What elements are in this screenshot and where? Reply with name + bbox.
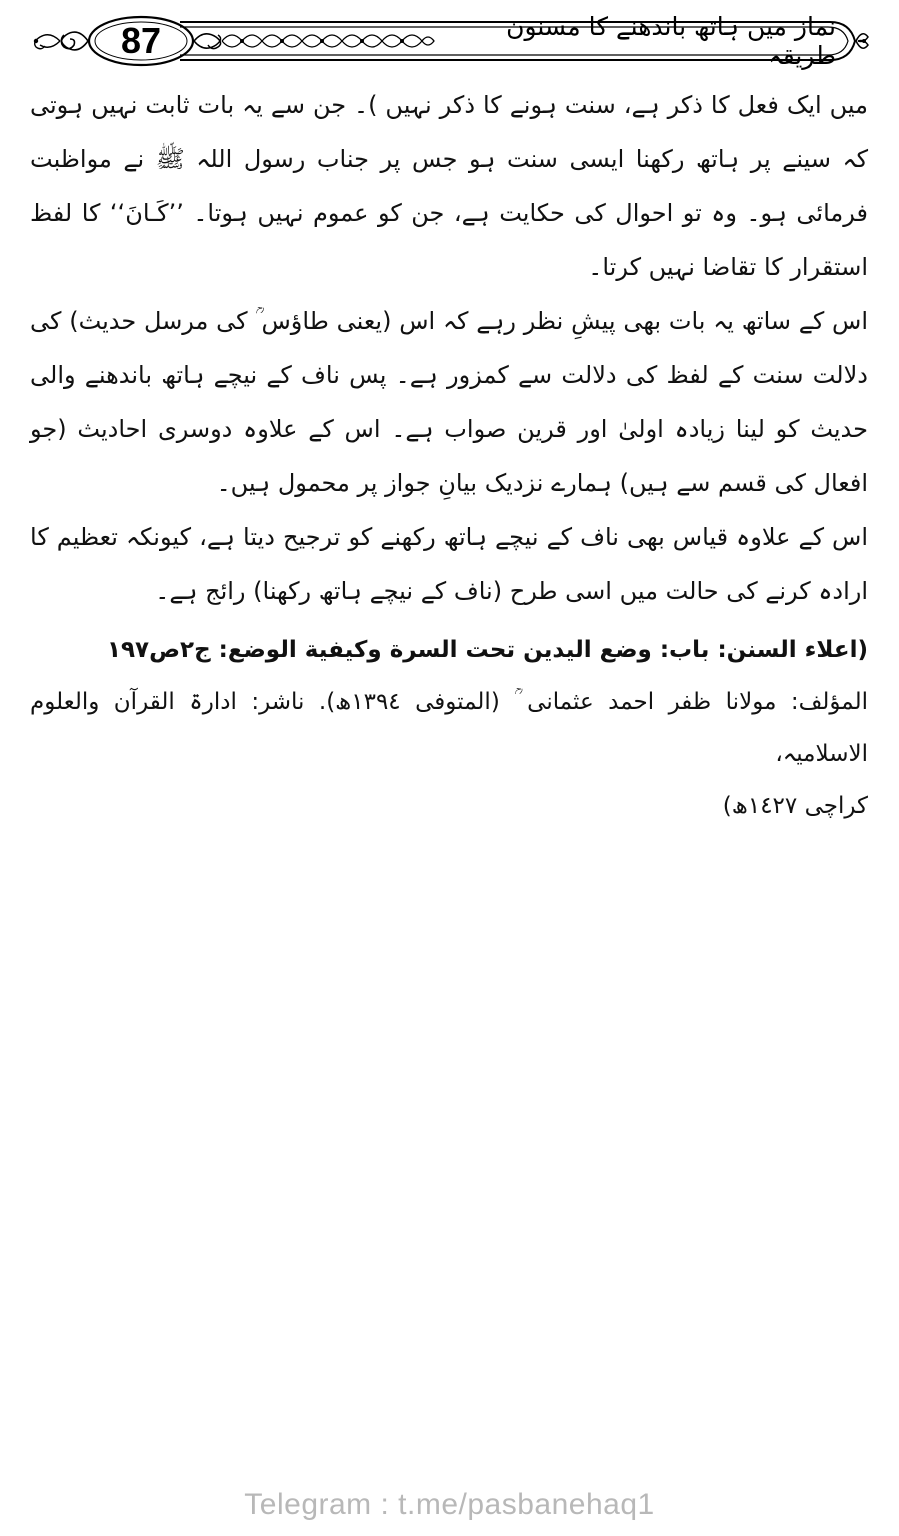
page-body	[30, 78, 868, 832]
reference-author: المؤلف: مولانا ظفر احمد عثمانی ؒ (المتوفی ١٣٩٤ھ). ناشر: ادارۃ القرآن والعلوم الاسلامیہ،	[30, 689, 868, 767]
paragraph-3: اس کے علاوہ قیاس بھی ناف کے نیچے ہاتھ رکھنے کو ترجیح دیتا ہے، کیونکہ تعظیم کا ارادہ کرنے کی حالت میں اسی طرح (ناف کے نیچے ہاتھ رکھنا) رائج ہے۔	[30, 523, 868, 605]
reference-citation	[30, 624, 868, 832]
running-title: نماز میں ہاتھ باندھنے کا مسنون طریقہ	[506, 12, 836, 70]
reference-place: کراچی ١٤٢٧ھ)	[722, 793, 868, 819]
paragraph-2: اس کے ساتھ یہ بات بھی پیشِ نظر رہے کہ اس (یعنی طاؤس ؒ کی مرسل حدیث) کی دلالت سنت کے لفظ کی دلالت سے کمزور ہے۔ پس ناف کے نیچے ہاتھ باندھنے والی حدیث کو لینا زیادہ اولیٰ اور قرین صواب ہے۔ اس کے علاوہ دوسری احادیث (جو افعال کی قسم سے ہیں) ہمارے نزدیک بیانِ جواز پر محمول ہیں۔	[30, 307, 868, 497]
page-number: 87	[120, 20, 162, 61]
paragraph-1: میں ایک فعل کا ذکر ہے، سنت ہونے کا ذکر نہیں )۔ جن سے یہ بات ثابت نہیں ہوتی کہ سینے پر ہاتھ رکھنا ایسی سنت ہو جس پر جناب رسول اللہ ﷺ نے مواظبت فرمائی ہو۔ وہ تو احوال کی حکایت ہے، جن کو عموم نہیں ہوتا۔ ’’کَـانَ‘‘ کا لفظ استقرار کا تقاضا نہیں کرتا۔	[30, 91, 868, 281]
reference-arabic: (اعلاء السنن: باب: وضع اليدين تحت السرة وكيفية الوضع: ج٢ص١٩٧	[106, 637, 868, 663]
telegram-watermark: Telegram : t.me/pasbanehaq1	[244, 1488, 655, 1521]
page-header	[30, 12, 870, 70]
